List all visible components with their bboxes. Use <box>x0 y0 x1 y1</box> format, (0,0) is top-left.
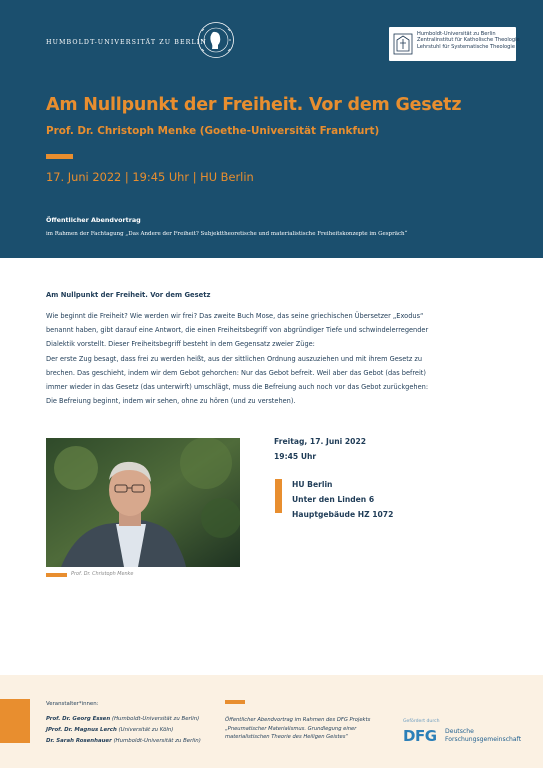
speaker-subtitle: Prof. Dr. Christoph Menke (Goethe-Universität Frankfurt) <box>46 125 380 137</box>
abstract-line: Dialektik vorstellt. Dieser Freiheitsbegriff besteht in dem Gegensatz zweier Züge: <box>46 340 315 349</box>
venue-line: HU Berlin <box>292 480 333 489</box>
project-line: materialistischen Theorie des Heiligen Geistes“ <box>225 734 349 741</box>
organizer-item <box>46 714 201 725</box>
project-line: „Pneumatischer Materialismus. Grundlegung einer <box>225 725 357 732</box>
page-title: Am Nullpunkt der Freiheit. Vor dem Gesetz <box>46 95 462 115</box>
header-banner <box>0 0 543 258</box>
institute-line: Zentralinstitut für Katholische Theologie <box>417 37 520 44</box>
organizer-affiliation: (Universität zu Köln) <box>116 726 174 733</box>
venue-line: Unter den Linden 6 <box>292 495 375 504</box>
dfg-name-line: Forschungsgemeinschaft <box>445 735 522 743</box>
organizer-name: Dr. Sarah Rosenhauer <box>46 737 112 744</box>
dfg-logo: DFG <box>403 727 437 745</box>
venue-accent-bar <box>275 479 282 513</box>
lecture-context: im Rahmen der Fachtagung „Das Andere der Freiheit? Subjekttheoretische und materialistische Freiheitskonzepte im Gespräch“ <box>46 231 408 237</box>
abstract-line: benannt haben, gibt darauf eine Antwort, die einen Freiheitsbegriff von abgründiger Tiefe und schwindelerregender <box>46 326 429 335</box>
abstract-text <box>46 309 506 408</box>
organizers-list <box>46 714 201 746</box>
event-time: 19:45 Uhr <box>274 452 317 461</box>
abstract-line: immer wieder in das Gesetz (das unterwirft) umschlägt, muss die Befreiung auch noch vor das Gebot zurückgehen: <box>46 383 429 392</box>
project-description <box>225 716 385 742</box>
section-heading: Am Nullpunkt der Freiheit. Vor dem Gesetz <box>46 291 211 299</box>
abstract-line: Die Befreiung beginnt, indem wir sehen, ohne zu hören (und zu verstehen). <box>46 397 296 406</box>
event-date: Freitag, 17. Juni 2022 <box>274 437 367 446</box>
funded-by-label: Gefördert durch <box>403 719 440 724</box>
university-name: HUMBOLDT-UNIVERSITÄT ZU BERLIN <box>46 39 207 46</box>
organizers-label: Veranstalter*innen: <box>46 701 99 707</box>
organizer-item <box>46 725 201 736</box>
speaker-photo <box>46 438 240 567</box>
organizer-name: JProf. Dr. Magnus Lerch <box>46 726 117 733</box>
abstract-line: brechen. Das geschieht, indem wir dem Gebot gehorchen: Nur das Gebot befreit. Weil aber das Gebot (das befreit) <box>46 368 426 377</box>
institute-name <box>417 31 520 50</box>
organizer-item <box>46 736 201 747</box>
organizer-name: Prof. Dr. Georg Essen <box>46 716 111 722</box>
abstract-line: Der erste Zug besagt, dass frei zu werden heißt, aus der sittlichen Ordnung auszuziehen und mit ihrem Gesetz zu <box>46 354 423 363</box>
dfg-name-line: Deutsche <box>445 728 474 735</box>
university-seal-icon <box>197 21 235 59</box>
dfg-name <box>445 728 521 743</box>
lecture-type: Öffentlicher Abendvortrag <box>46 216 141 224</box>
project-accent-bar <box>225 700 245 704</box>
institute-line: Humboldt-Universität zu Berlin <box>417 31 496 37</box>
institute-logo-box <box>389 27 520 61</box>
project-line: Öffentlicher Abendvortrag im Rahmen des DFG Projekts <box>225 717 371 723</box>
institute-emblem-icon <box>393 31 413 57</box>
venue-line: Hauptgebäude HZ 1072 <box>292 510 394 519</box>
organizer-affiliation: (Humboldt-Universität zu Berlin) <box>111 737 201 744</box>
photo-caption: Prof. Dr. Christoph Menke <box>71 571 134 577</box>
accent-bar <box>46 154 73 159</box>
event-venue <box>292 477 393 522</box>
event-dateline: 17. Juni 2022 | 19:45 Uhr | HU Berlin <box>46 170 254 184</box>
organizer-affiliation: (Humboldt-Universität zu Berlin) <box>110 716 200 722</box>
institute-line: Lehrstuhl für Systematische Theologie <box>417 43 515 50</box>
footer-accent-bar <box>0 699 30 743</box>
abstract-line: Wie beginnt die Freiheit? Wie werden wir frei? Das zweite Buch Mose, das seine griechischen Übersetzer „Exodus“ <box>46 312 424 320</box>
caption-accent-bar <box>46 573 67 577</box>
